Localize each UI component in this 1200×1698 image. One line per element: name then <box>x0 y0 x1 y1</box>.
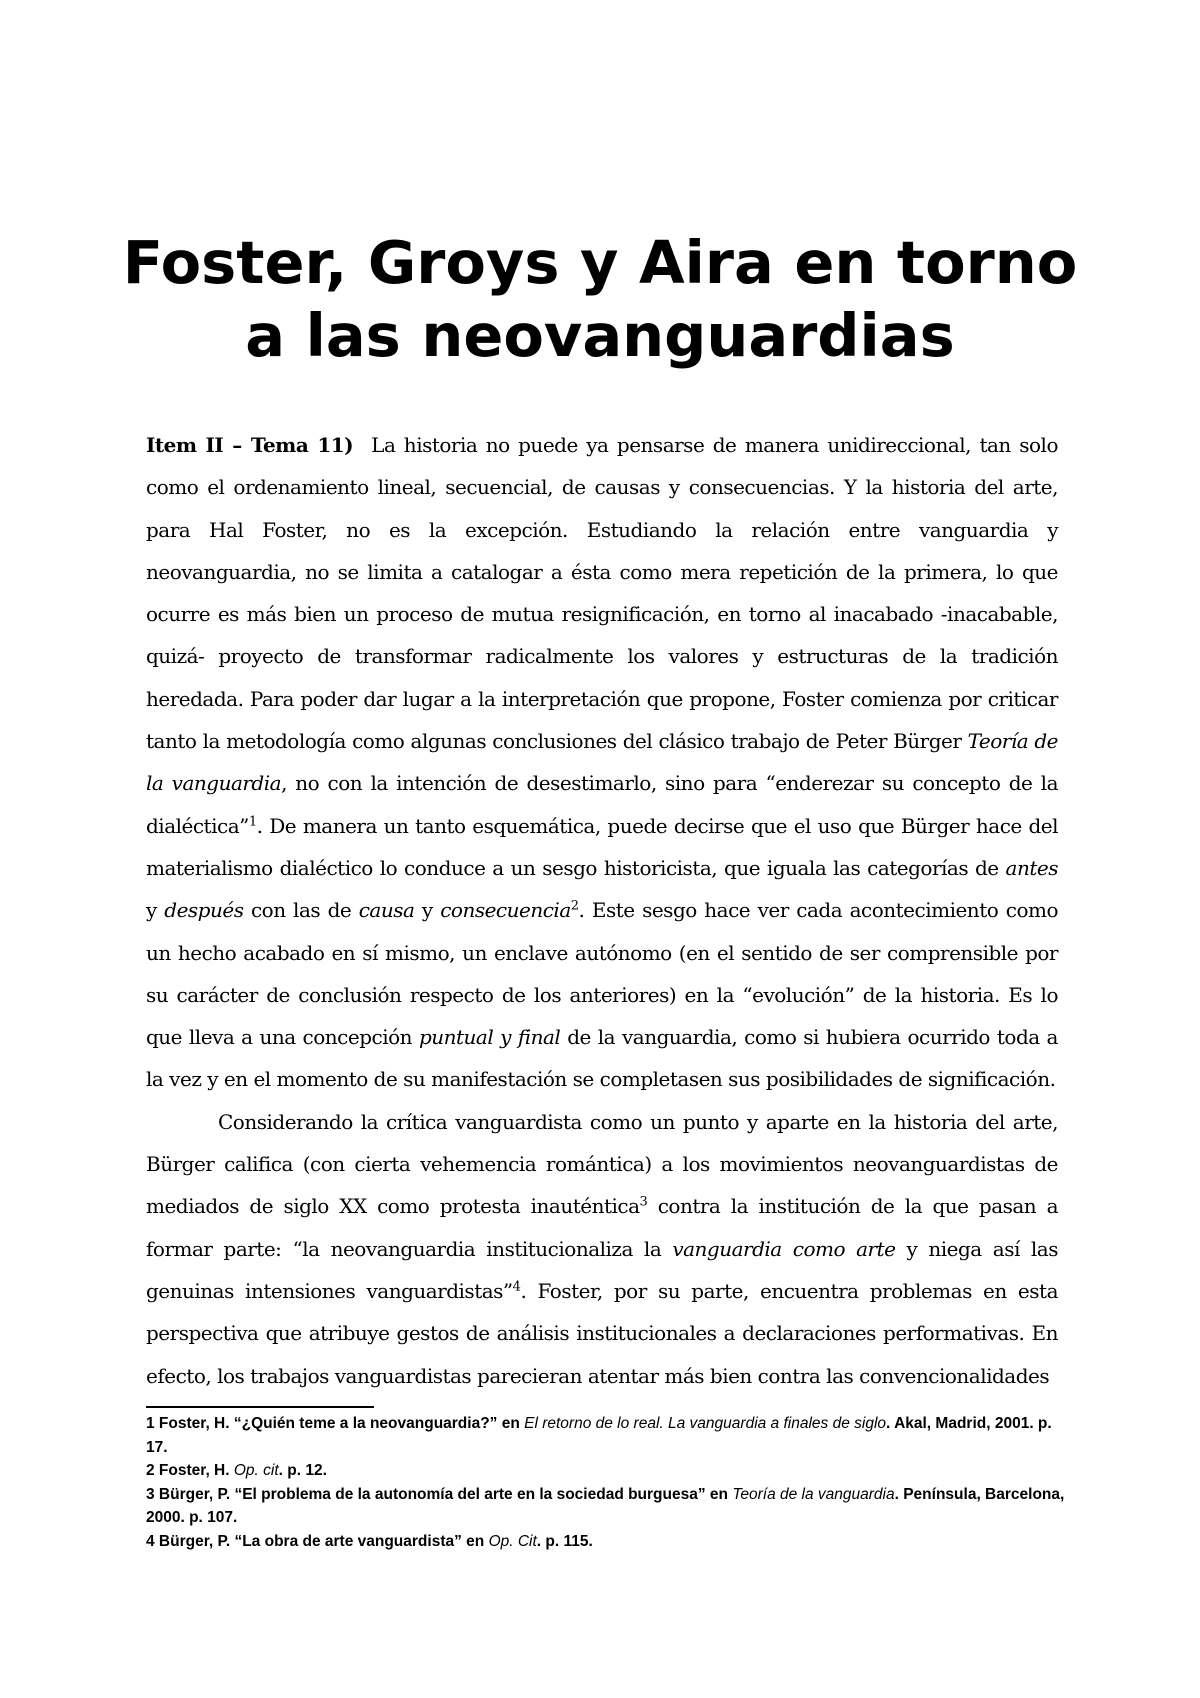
text-run: y niega así las genuinas intensiones vanguardistas” <box>146 1236 1058 1303</box>
text-run: y <box>146 898 165 923</box>
text-run: Considerando la crítica vanguardista como un punto y aparte en la historia del arte, Bürger califica (con cierta vehemencia romántica) a los movimientos neovanguardistas de mediados de siglo XX como protesta inauténtica <box>146 1109 1058 1219</box>
italic-run: causa <box>358 898 415 923</box>
footnote-text: 3 Bürger, P. “El problema de la autonomía del arte en la sociedad burguesa” en <box>146 1485 733 1503</box>
footnote-ref-2[interactable]: 2 <box>570 898 579 914</box>
text-run: contra la institución de la que pasan a formar parte: “la neovanguardia institucionaliza la <box>146 1194 1058 1261</box>
footnote-italic: Teoría de la vanguardia <box>732 1485 895 1503</box>
italic-run: consecuencia <box>440 898 571 923</box>
footnote-text: . p. 115. <box>536 1532 593 1550</box>
footnote-3 <box>146 1483 1066 1530</box>
text-run: . De manera un tanto esquemática, puede decirse que el uso que Bürger hace del materialismo dialéctico lo conduce a un sesgo historicista, que iguala las categorías de <box>146 813 1058 880</box>
footnote-italic: Op. Cit <box>488 1532 537 1550</box>
footnotes <box>146 1412 1066 1553</box>
footnote-italic: El retorno de lo real. La vanguardia a finales de siglo <box>524 1415 887 1432</box>
footnote-ref-4[interactable]: 4 <box>512 1279 521 1295</box>
body-text <box>146 424 1058 1397</box>
footnote-ref-1[interactable]: 1 <box>248 814 257 830</box>
footnote-4 <box>146 1530 1066 1554</box>
paragraph-1 <box>146 424 1058 1101</box>
footnote-italic: Op. cit <box>233 1462 279 1479</box>
text-run: y <box>414 898 441 923</box>
section-lead: Item II – Tema 11) <box>146 433 354 457</box>
text-run: , no con la intención de desestimarlo, sino para “enderezar su concepto de la dialéctica” <box>146 771 1058 838</box>
italic-run: después <box>164 898 244 923</box>
footnote-text: 4 Bürger, P. “La obra de arte vanguardista” en <box>146 1532 489 1550</box>
footnote-1 <box>146 1412 1066 1459</box>
paragraph-2 <box>146 1101 1058 1397</box>
footnote-text: . Península, Barcelona, 2000. p. 107. <box>146 1485 1065 1526</box>
title-line-1: Foster, Groys y Aira en torno <box>122 228 1078 297</box>
italic-run: antes <box>1005 855 1058 880</box>
document-title <box>0 226 1200 372</box>
footnote-2 <box>146 1459 1066 1483</box>
footnote-separator <box>146 1406 374 1408</box>
italic-run: vanguardia como arte <box>672 1236 896 1261</box>
text-run: . Foster, por su parte, encuentra problemas en esta perspectiva que atribuye gestos de análisis institucionales a declaraciones performativas. En efecto, los trabajos vanguardistas parecieran atentar más bien contra las convencionalidades <box>146 1278 1058 1388</box>
italic-run: puntual y final <box>418 1025 561 1050</box>
footnote-text: . p. 12. <box>278 1462 327 1479</box>
footnote-text: 2 Foster, H. <box>146 1462 234 1479</box>
footnote-text: . Akal, Madrid, 2001. p. 17. <box>146 1415 1052 1456</box>
italic-run: Teoría de la vanguardia <box>146 729 1058 796</box>
text-run: La historia no puede ya pensarse de manera unidireccional, tan solo como el ordenamiento lineal, secuencial, de causas y consecuencias. Y la historia del arte, para Hal Foster, no es la excepción. Estudiando la relación entre vanguardia y neovanguardia, no se limita a catalogar a ésta como mera repetición de la primera, lo que ocurre es más bien un proceso de mutua resignificación, en torno al inacabado -inacabable, quizá- proyecto de transformar radicalmente los valores y estructuras de la tradición heredada. Para poder dar lugar a la interpretación que propone, Foster comienza por criticar tanto la metodología como algunas conclusiones del clásico trabajo de Peter Bürger <box>146 433 1058 754</box>
text-run: . Este sesgo hace ver cada acontecimiento como un hecho acabado en sí mismo, un enclave autónomo (en el sentido de ser comprensible por su carácter de conclusión respecto de los anteriores) en la “evolución” de la historia. Es lo que lleva a una concepción <box>146 898 1058 1050</box>
text-run: de la vanguardia, como si hubiera ocurrido toda a la vez y en el momento de su manifestación se completasen sus posibilidades de significación. <box>146 1025 1058 1092</box>
footnote-text: 1 Foster, H. “¿Quién teme a la neovanguardia?” en <box>146 1415 525 1432</box>
text-run: con las de <box>243 898 359 923</box>
footnote-ref-3[interactable]: 3 <box>639 1194 648 1210</box>
title-line-2: a las neovanguardias <box>245 301 955 370</box>
